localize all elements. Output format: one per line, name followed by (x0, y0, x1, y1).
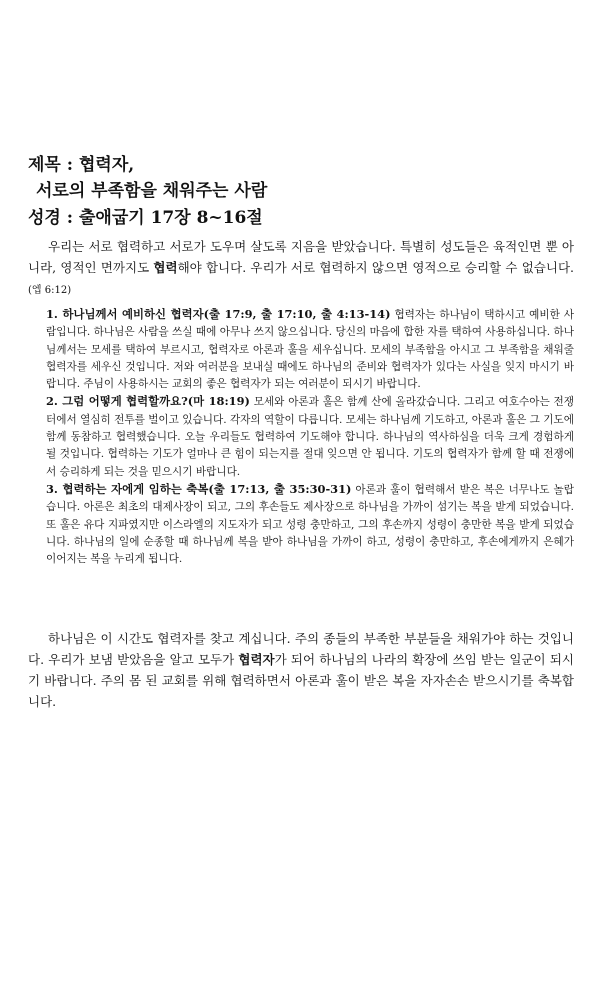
point-2-body: 모세와 아론과 훌은 함께 산에 올라갔습니다. 그리고 여호수아는 전쟁터에서 열심히 전투를 벌이고 있습니다. 각자의 역할이 다릅니다. 모세는 하나님께 기도하고, 아론과 훌은 그 기도에 함께 동참하고 협력했습니다. 오늘 우리들도 협력하여 기도해야 합니다. 하나님의 역사하심을 더욱 크게 경험하게 될 것입니다. 협력하는 기도가 얼마나 큰 힘이 되는지를 절대 잊으면 안 됩니다. 기도의 협력자가 함께 할 때 전쟁에서 승리하게 되는 것을 믿으시기 바랍니다. (46, 396, 574, 478)
point-1-heading: 1. 하나님께서 예비하신 협력자 (46, 307, 204, 321)
title-line-1 (28, 152, 588, 178)
point-3-heading: 3. 협력하는 자에게 임하는 축복 (46, 481, 209, 496)
title-line-2: 서로의 부족함을 채워주는 사람 (36, 181, 268, 201)
intro-ref: (엡 6:12) (28, 285, 72, 296)
scripture-line (28, 206, 263, 230)
intro-highlight: 협력 (153, 260, 178, 275)
intro-text-b: 해야 합니다. 우리가 서로 협력하지 않으면 영적으로 승리할 수 없습니다. (177, 260, 574, 275)
point-2-ref: (마 18:19) (187, 394, 250, 409)
title-prefix: 제목 : (28, 155, 74, 175)
title-block (28, 152, 588, 204)
closing-text-b: 가 되어 하나님의 나라의 확장에 쓰임 받는 일군이 되시기 바랍니다. 주의 몸 된 교회를 위해 협력하면서 아론과 훌이 받은 복을 자자손손 받으시기를 축복합니다. (28, 652, 574, 709)
point-3-ref: (출 17:13, 출 35:30-31) (208, 481, 352, 496)
point-3-body: 아론과 훌이 협력해서 받은 복은 너무나도 놀랍습니다. 아론은 최초의 대제사장이 되고, 그의 후손들도 제사장으로 하나님을 가까이 섬기는 복을 받게 되었습니다. 또 훌은 유다 지파였지만 이스라엘의 지도자가 되고 성령 충만하고, 그의 후손까지 성령이 충만한 복을 받게 되었습니다. 하나님의 일에 순종할 때 하나님께 복을 받아 하나님을 가까이 하고, 성령이 충만하고, 후손에게까지 은혜가 이어지는 복을 누리게 됩니다. (46, 483, 574, 566)
point-1-body: 협력자는 하나님이 택하시고 예비한 사람입니다. 하나님은 사람을 쓰실 때에 아무나 쓰지 않으십니다. 당신의 마음에 합한 자를 택하여 사용하십니다. 하나님께서는 모세를 택하여 부르시고, 협력자로 아론과 훌을 세우십니다. 모세의 부족함을 아시고 그 부족함을 채워줄 협력자를 세우신 것입니다. 저와 여러분을 보내실 때에도 하나님의 준비와 협력자가 있다는 사실을 잊지 마시기 바랍니다. 주님이 사용하시는 교회의 좋은 협력자가 되는 여러분이 되시기 바랍니다. (46, 309, 574, 391)
point-3 (46, 481, 574, 568)
point-2-heading: 2. 그럼 어떻게 협력할까요? (46, 394, 188, 409)
point-2 (46, 393, 574, 480)
point-1 (46, 306, 574, 393)
points-list (46, 306, 574, 568)
intro-paragraph (28, 236, 574, 301)
title-text-1: 협력자, (78, 155, 135, 175)
closing-text-a: 하나님은 이 시간도 협력자를 찾고 계십니다. 주의 종들의 부족한 부분들을 채워가야 하는 것입니다. 우리가 보냄 받았음을 알고 모두가 (28, 631, 574, 667)
intro-text-a: 우리는 서로 협력하고 서로가 도우며 살도록 지음을 받았습니다. 특별히 성도들은 육적인면 뿐 아니라, 영적인 면까지도 (28, 239, 574, 275)
closing-paragraph (28, 628, 574, 712)
scripture-text: 출애굽기 17장 8~16절 (78, 208, 263, 228)
point-1-ref: (출 17:9, 출 17:10, 출 4:13-14) (203, 307, 391, 321)
scripture-prefix: 성경 : (28, 208, 74, 228)
closing-highlight: 협력자 (238, 652, 275, 667)
